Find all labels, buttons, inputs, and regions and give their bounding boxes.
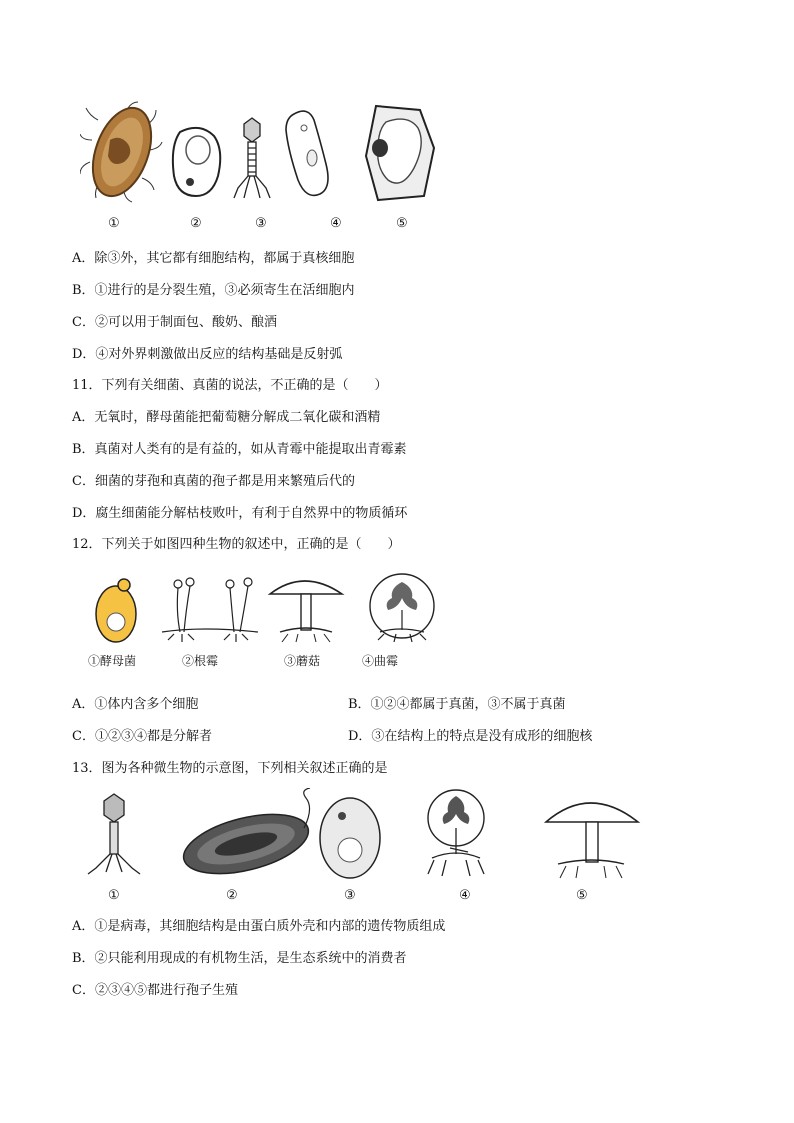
q10-figure	[80, 100, 440, 206]
q13-option-b: B．②只能利用现成的有机物生活，是生态系统中的消费者	[72, 951, 407, 966]
plant-cell-illustration	[366, 106, 434, 200]
q10-option-a: A．除③外，其它都有细胞结构，都属于真核细胞	[72, 251, 355, 266]
q13-option-a: A．①是病毒，其细胞结构是由蛋白质外壳和内部的遗传物质组成	[72, 919, 446, 934]
virus-illustration	[88, 794, 140, 874]
aspergillus-illustration	[370, 574, 434, 642]
q11-option-a: A．无氧时，酵母菌能把葡萄糖分解成二氧化碳和酒精	[72, 410, 381, 425]
q10-figure-label-4: ④	[330, 216, 342, 231]
q10-figure-label-2: ②	[190, 216, 202, 231]
q13-figure-label-5: ⑤	[576, 888, 588, 903]
q12-figure-label-3: ③蘑菇	[284, 654, 321, 668]
paramecium-illustration	[286, 111, 328, 195]
bacterium-illustration	[80, 100, 162, 204]
mushroom-illustration	[546, 803, 638, 878]
q13-figure-label-1: ①	[108, 888, 120, 903]
q10-option-d: D．④对外界刺激做出反应的结构基础是反射弧	[72, 347, 343, 362]
q13-figure-drawing	[80, 788, 650, 884]
yeast-cell-illustration	[173, 128, 220, 196]
q12-option-a: A．①体内含多个细胞	[72, 697, 199, 712]
q12-figure-label-1: ①酵母菌	[88, 654, 137, 668]
q12-figure	[84, 572, 444, 644]
q13-stem: 13．图为各种微生物的示意图，下列相关叙述正确的是	[72, 761, 388, 776]
q10-figure-label-3: ③	[255, 216, 267, 231]
yeast-illustration	[96, 579, 136, 642]
q13-option-c: C．②③④⑤都进行孢子生殖	[72, 983, 238, 998]
q12-figure-label-2: ②根霉	[182, 654, 219, 668]
q12-figure-drawing	[84, 572, 444, 644]
q13-figure-label-3: ③	[344, 888, 356, 903]
q10-figure-label-5: ⑤	[396, 216, 408, 231]
q12-option-c: C．①②③④都是分解者	[72, 729, 212, 744]
q12-stem: 12．下列关于如图四种生物的叙述中，正确的是（ ）	[72, 537, 401, 552]
q11-option-b: B．真菌对人类有的是有益的，如从青霉中能提取出青霉素	[72, 442, 407, 457]
q10-option-c: C．②可以用于制面包、酸奶、酿酒	[72, 315, 277, 330]
rhizopus-illustration	[162, 578, 258, 642]
q10-figure-drawing	[80, 100, 440, 206]
q11-option-c: C．细菌的芽孢和真菌的孢子都是用来繁殖后代的	[72, 474, 355, 489]
q10-option-b: B．①进行的是分裂生殖，③必须寄生在活细胞内	[72, 283, 355, 298]
bacteriophage-illustration	[234, 118, 270, 198]
q10-figure-label-1: ①	[108, 216, 120, 231]
q12-option-d: D．③在结构上的特点是没有成形的细胞核	[348, 729, 593, 744]
q11-option-d: D．腐生细菌能分解枯枝败叶，有利于自然界中的物质循环	[72, 506, 408, 521]
q13-figure-label-4: ④	[459, 888, 471, 903]
bacterium-illustration	[178, 788, 315, 884]
mushroom-illustration	[270, 581, 342, 642]
q11-stem: 11．下列有关细菌、真菌的说法，不正确的是（ ）	[72, 378, 388, 393]
q12-figure-label-4: ④曲霉	[362, 654, 399, 668]
q12-option-b: B．①②④都属于真菌，③不属于真菌	[348, 697, 566, 712]
q13-figure-label-2: ②	[226, 888, 238, 903]
penicillium-illustration	[428, 790, 484, 876]
yeast-cell-illustration	[320, 798, 380, 878]
q13-figure	[80, 788, 650, 884]
